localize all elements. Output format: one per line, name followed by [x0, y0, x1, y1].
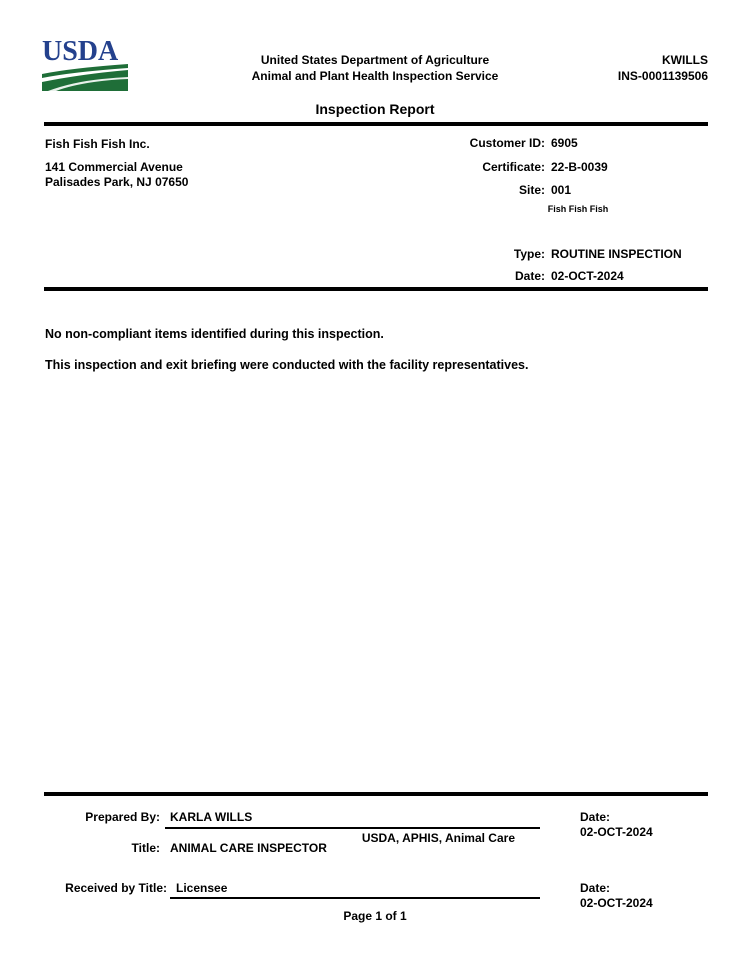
header-dept-line1: United States Department of Agriculture — [260, 53, 490, 67]
prepared-date-value: 02-OCT-2024 — [580, 825, 653, 839]
certificate-value: 22-B-0039 — [551, 160, 608, 174]
received-date-value: 02-OCT-2024 — [580, 896, 653, 910]
facility-name: Fish Fish Fish Inc. — [45, 137, 150, 151]
report-title: Inspection Report — [315, 101, 435, 117]
facility-address-line1: 141 Commercial Avenue — [45, 160, 183, 174]
findings-paragraph: No non-compliant items identified during this inspection. — [45, 327, 384, 341]
received-by-title-value: Licensee — [176, 881, 228, 895]
received-by-signature-line — [170, 897, 540, 899]
report-id: INS-0001139506 — [617, 69, 708, 83]
details-divider — [44, 287, 708, 291]
site-value: 001 — [551, 183, 572, 197]
usda-logo-text: USDA — [42, 36, 119, 67]
received-date-label: Date: — [580, 881, 611, 895]
prepared-date-label: Date: — [580, 810, 611, 824]
inspection-type-row — [300, 247, 708, 261]
inspection-type-value: ROUTINE INSPECTION — [551, 247, 682, 261]
inspection-type-label: Type: — [513, 247, 545, 261]
header-agency-block — [200, 52, 550, 84]
inspection-date-label: Date: — [514, 269, 545, 283]
exit-briefing-paragraph: This inspection and exit briefing were conducted with the facility representatives. — [45, 358, 529, 372]
customer-id-row — [300, 136, 708, 150]
certificate-row — [300, 160, 708, 174]
footer-divider — [44, 792, 708, 796]
inspection-date-row — [300, 269, 708, 283]
header-dept-line2: Animal and Plant Health Inspection Service — [251, 69, 499, 83]
page-number: Page 1 of 1 — [343, 909, 407, 923]
site-row — [300, 183, 708, 197]
site-label: Site: — [518, 183, 545, 197]
usda-field-icon — [42, 64, 128, 91]
preparer-organization: USDA, APHIS, Animal Care — [361, 831, 515, 845]
site-name: Fish Fish Fish — [547, 204, 609, 214]
prepared-by-signature-line — [165, 827, 540, 829]
header-divider — [44, 122, 708, 126]
prepared-by-name: KARLA WILLS — [170, 810, 253, 824]
certificate-label: Certificate: — [482, 160, 545, 174]
header-ids-block — [500, 52, 708, 84]
received-by-title-label: Received by Title: — [65, 881, 167, 895]
usda-logo — [42, 38, 130, 96]
facility-address-line2: Palisades Park, NJ 07650 — [45, 175, 189, 189]
inspector-id: KWILLS — [662, 53, 708, 67]
preparer-title-label: Title: — [131, 841, 160, 855]
inspection-date-value: 02-OCT-2024 — [551, 269, 624, 283]
customer-id-label: Customer ID: — [469, 136, 545, 150]
prepared-by-label: Prepared By: — [85, 810, 160, 824]
customer-id-value: 6905 — [551, 136, 578, 150]
preparer-title-value: ANIMAL CARE INSPECTOR — [170, 841, 327, 855]
